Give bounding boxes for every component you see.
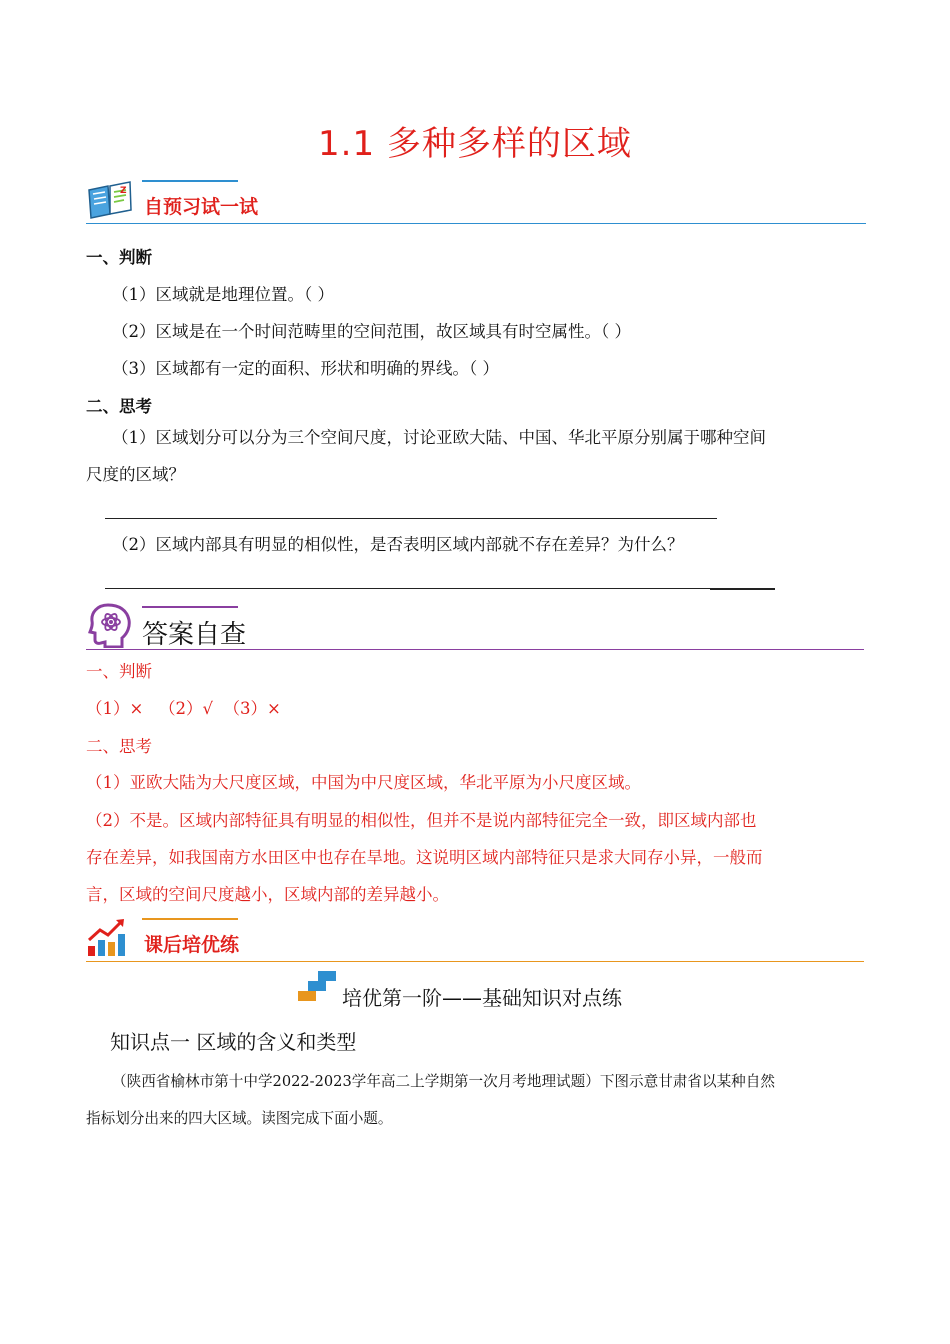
section-divider	[86, 961, 864, 962]
answer-think-1: （1）亚欧大陆为大尺度区域，中国为中尺度区域，华北平原为小尺度区域。	[86, 773, 641, 792]
stage-title: 培优第一阶——基础知识对点练	[342, 986, 622, 1010]
judge-item-1: （1）区域就是地理位置。（ ）	[112, 285, 334, 304]
section-label: 课后培优练	[144, 934, 240, 956]
answer-blank-1[interactable]	[105, 518, 717, 519]
section-divider	[86, 649, 864, 650]
answer-judge-heading: 一、判断	[86, 662, 152, 681]
section-header-answers	[86, 602, 866, 652]
answer-think-2-line1: （2）不是。区域内部特征具有明显的相似性，但并不是说内部特征完全一致，即区域内部也	[86, 811, 757, 830]
section-label: 答案自查	[142, 620, 247, 650]
section-divider	[86, 223, 866, 224]
brain-icon	[88, 602, 132, 648]
answer-think-2-line2: 存在差异，如我国南方水田区中也存在旱地。这说明区域内部特征只是求大同存小异，一般而	[86, 848, 763, 867]
question-intro-line2: 指标划分出来的四大区域。读图完成下面小题。	[86, 1110, 393, 1127]
header-accent-line	[142, 918, 238, 920]
page-title: 1.1 多种多样的区域	[318, 124, 632, 164]
question-intro-line1: （陕西省榆林市第十中学2022-2023学年高二上学期第一次月考地理试题）下图示意甘肃省以某种自然	[112, 1073, 775, 1090]
stairs-icon	[298, 970, 340, 1002]
growth-chart-icon	[86, 916, 130, 958]
section-label: 自预习试一试	[144, 196, 259, 218]
think-item-2: （2）区域内部具有明显的相似性，是否表明区域内部就不存在差异？为什么？	[112, 535, 684, 554]
answer-blank-2-end[interactable]	[710, 588, 775, 590]
answer-think-2-line3: 言，区域的空间尺度越小，区域内部的差异越小。	[86, 885, 449, 904]
think-item-1-line2: 尺度的区域？	[86, 465, 185, 484]
answer-think-heading: 二、思考	[86, 737, 152, 756]
header-accent-line	[142, 606, 238, 608]
knowledge-point-title: 知识点一 区域的含义和类型	[110, 1030, 357, 1054]
think-item-1-line1: （1）区域划分可以分为三个空间尺度，讨论亚欧大陆、中国、华北平原分别属于哪种空间	[112, 428, 766, 447]
answer-blank-2[interactable]	[105, 588, 710, 589]
judge-heading: 一、判断	[86, 248, 152, 267]
svg-text:Z: Z	[120, 186, 127, 196]
header-accent-line	[142, 180, 238, 182]
book-icon	[86, 180, 134, 220]
section-header-preview	[86, 178, 866, 226]
judge-item-2: （2）区域是在一个时间范畴里的空间范围，故区域具有时空属性。（ ）	[112, 322, 631, 341]
think-heading: 二、思考	[86, 397, 152, 416]
section-header-practice	[86, 914, 866, 964]
judge-item-3: （3）区域都有一定的面积、形状和明确的界线。（ ）	[112, 359, 499, 378]
answer-judge-values: （1）× （2）√ （3）×	[86, 699, 281, 718]
